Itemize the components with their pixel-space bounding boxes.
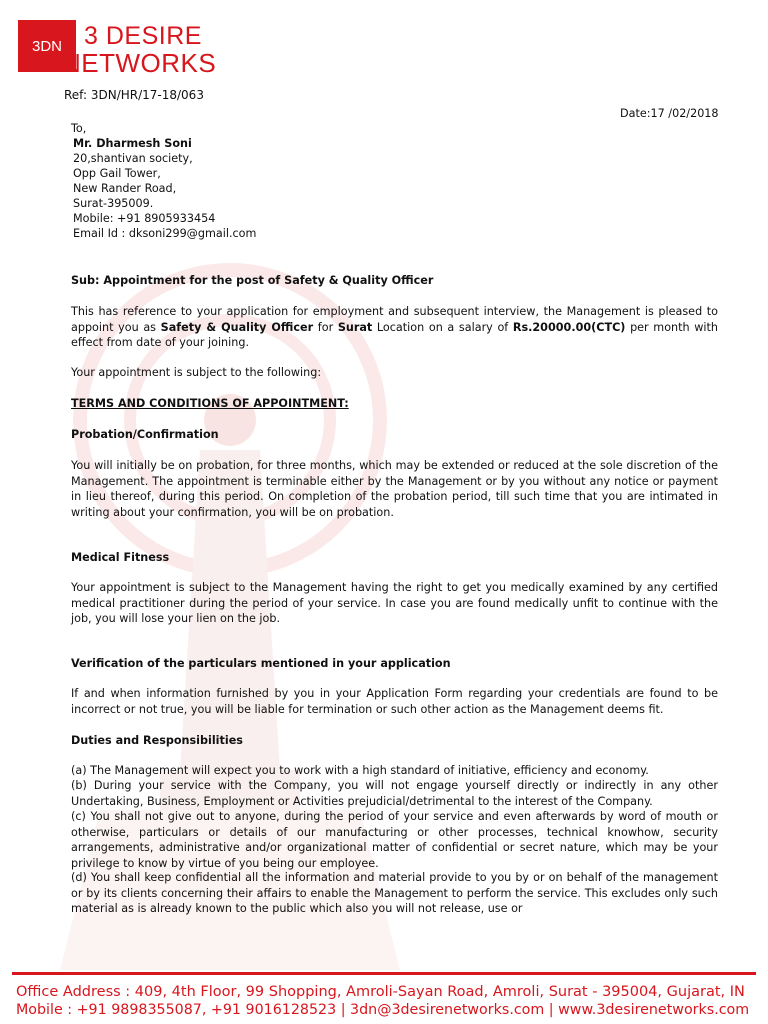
footer-rule (12, 972, 756, 975)
reference-number: Ref: 3DN/HR/17-18/063 (64, 88, 204, 102)
address-line: 20,shantivan society, (73, 152, 193, 165)
terms-heading: TERMS AND CONDITIONS OF APPOINTMENT: (71, 397, 349, 410)
logo-box: 3DN (18, 20, 76, 72)
address-line: New Rander Road, (73, 182, 177, 195)
probation-heading: Probation/Confirmation (71, 428, 219, 441)
probation-paragraph: You will initially be on probation, for three months, which may be extended or reduced at the sole discretion of the Management. The appointment is terminable either by the Management or by you without any notice or payment in lieu thereof, during this period. On completion of the probation period, till such time that you are intimated in writing about your confirmation, you will be on probation. (71, 459, 718, 519)
subject-to-line: Your appointment is subject to the following: (71, 366, 322, 379)
location: Surat (337, 320, 373, 334)
verification-paragraph: If and when information furnished by you in your Application Form regarding your credentials are found to be incorrect or not true, you will be liable for termination or such other action as the Management deems fit. (71, 687, 718, 716)
duty-item: (a) The Management will expect you to work with a high standard of initiative, efficiency and economy. (71, 764, 649, 777)
salary: Rs.20000.00(CTC) (512, 320, 626, 334)
footer-address: Office Address : 409, 4th Floor, 99 Shopping, Amroli-Sayan Road, Amroli, Surat - 395004, Gujarat, IN (16, 984, 745, 1000)
address-email: Email Id : dksoni299@gmail.com (73, 227, 257, 240)
medical-paragraph: Your appointment is subject to the Management having the right to get you medically examined by any certified medical practitioner during the period of your service. In case you are found medically unfit to continue with the job, you will lose your lien on the job. (71, 581, 718, 625)
intro-paragraph: This has reference to your application for employment and subsequent interview, the Management is pleased to appoint you as Safety & Quality Officer for Surat Location on a salary of Rs.20000.00(CTC) per month with effect from date of your joining. (71, 305, 718, 349)
address-line: Surat-395009. (73, 197, 154, 210)
to-label: To, (71, 122, 87, 135)
address-mobile: Mobile: +91 8905933454 (73, 212, 216, 225)
logo-line2: NETWORKS (62, 48, 217, 78)
logo-line1: 3 DESIRE (84, 22, 202, 50)
medical-heading: Medical Fitness (71, 551, 170, 564)
company-logo (18, 16, 218, 78)
duties-heading: Duties and Responsibilities (71, 734, 243, 747)
post-name: Safety & Quality Officer (160, 320, 314, 334)
addressee-name: Mr. Dharmesh Soni (73, 137, 192, 150)
duty-item: (d) You shall keep confidential all the information and material provide to you by or on behalf of the management or by its clients concerning their affairs to enable the Management to perform the service. This excludes only such material as is already known to the public which also you will not release, use or (71, 871, 718, 915)
footer-contact: Mobile : +91 9898355087, +91 9016128523 | 3dn@3desirenetworks.com | www.3desirenetworks.com (16, 1002, 750, 1018)
duty-item: (c) You shall not give out to anyone, during the period of your service and even afterwards by word of mouth or otherwise, particulars or details of our manufacturing or other processes, technical knowhow, security arrangements, administrative and/or organizational matter of confidential or secret nature, which may be your privilege to know by virtue of you being our employee. (71, 810, 718, 870)
address-line: Opp Gail Tower, (73, 167, 161, 180)
subject-line: Sub: Appointment for the post of Safety & Quality Officer (71, 274, 434, 287)
letter-date: Date:17 /02/2018 (620, 107, 719, 120)
verification-heading: Verification of the particulars mentioned in your application (71, 657, 451, 670)
duty-item: (b) During your service with the Company, you will not engage yourself directly or indirectly in any other Undertaking, Business, Employment or Activities prejudicial/detrimental to the interest of the Company. (71, 779, 718, 808)
